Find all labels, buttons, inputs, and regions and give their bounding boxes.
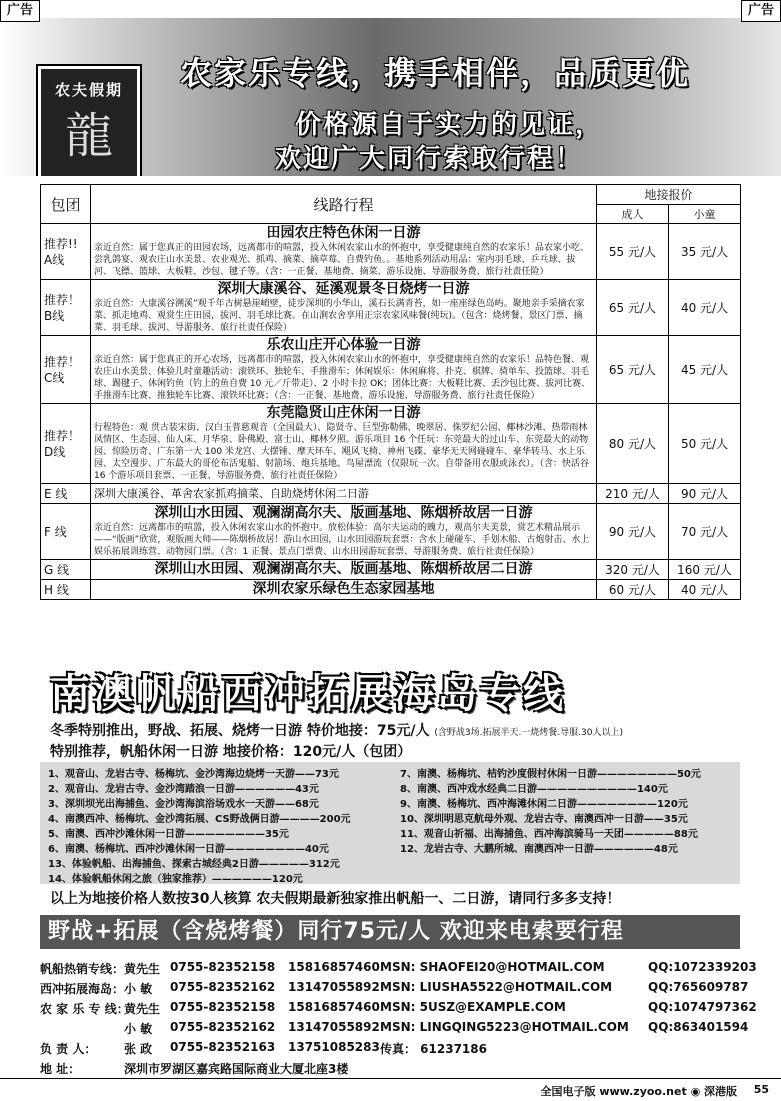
route-title: 深圳山水田园、观澜湖高尔夫、版画基地、陈烟桥故居一日游 (154, 505, 533, 521)
contact-qq: QQ:1074797362 (648, 1000, 757, 1014)
footer-site: 全国电子版 www.zyoo.net ◉ 深港版 (540, 1085, 737, 1098)
tour-item: 1、观音山、龙岩古寺、杨梅坑、金沙湾海边烧烤一天游——73元 (48, 769, 339, 780)
contact-qq: QQ:765609787 (648, 980, 749, 994)
section-title: 南澳帆船西冲拓展海岛专线 (50, 671, 566, 717)
contact-qq: QQ:1072339203 (648, 960, 757, 974)
header-group: 包团 (41, 185, 91, 224)
route-row (41, 504, 741, 560)
route-title: 田园农庄特色休闲一日游 (266, 225, 421, 241)
contact-name: 小 敏 (124, 1022, 153, 1036)
contact-mobile: 13147055892 (288, 980, 380, 994)
route-title: 深圳农家乐绿色生态家园基地 (252, 581, 435, 597)
route-desc: 亲近自然：属于您真正的开心农场，远离都市的喧嚣，投入休闲农家山水的怀抱中，享受健康纯自然的农家乐！品特色餐、观农庄山水美景、体验儿时童趣活动：滚铁环、独轮车、手推滑车；休闲娱乐：休闲麻将、扑克、棋牌、骑单车、投篮球、羽毛球、踢毽子、休闲钓鱼（钓上的鱼自费 10 元／斤带走）、2 小时卡拉 OK；团体比赛：大板鞋比赛、丢沙包比赛、拔河比赛、手推滑车比赛、推独轮车比赛、滚铁环比赛；（含：一正餐、基地费、游乐设施、导游服务费、旅行社责任保险） (94, 355, 591, 401)
price-child: 40 元/人 (669, 280, 741, 336)
tour-item: 2、观音山、龙岩古寺、金沙湾踏浪一日游——————43元 (48, 784, 319, 795)
tour-item: 14、体验帆船休闲之旅（独家推荐）——————120元 (48, 874, 303, 885)
route-row (41, 404, 741, 484)
route-code: 推荐!! A线 (41, 224, 91, 280)
contact-mobile: 13147055892 (288, 1020, 380, 1034)
contact-label: 帆船热销专线： (40, 962, 125, 976)
price-adult: 60 元/人 (597, 580, 669, 600)
tour-item: 3、深圳坝光出海捕鱼、金沙湾海滨浴场戏水一天游——68元 (48, 799, 319, 810)
routes-body (41, 224, 741, 600)
ad-label-left: 广告 (0, 0, 40, 22)
banner-subtitle-2: 欢迎广大同行索取行程！ (275, 144, 584, 174)
route-title: 东莞隐贤山庄休闲一日游 (266, 405, 421, 421)
tour-item: 12、龙岩古寺、大鹏所城、南澳西冲一日游——————48元 (400, 844, 678, 855)
promo-bar: 野战+拓展（含烧烤餐）同行75元/人 欢迎来电索要行程 (40, 915, 740, 949)
price-adult: 65 元/人 (597, 280, 669, 336)
brand-logo (38, 66, 140, 176)
route-code: 推荐！ B线 (41, 280, 91, 336)
route-row (41, 280, 741, 336)
route-title: 深圳山水田园、观澜湖高尔夫、版画基地、陈烟桥故居二日游 (154, 561, 533, 577)
route-detail (91, 280, 597, 336)
route-code: E 线 (41, 484, 91, 504)
contact-label: 西冲拓展海岛： (40, 982, 125, 996)
contact-name: 黄先生 (124, 962, 161, 976)
tour-item: 11、观音山祈福、出海捕鱼、西冲海滨骑马一天团—————88元 (400, 829, 698, 840)
contact-name: 深圳市罗湖区嘉宾路国际商业大厦北座3楼 (124, 1062, 349, 1076)
price-adult: 90 元/人 (597, 504, 669, 560)
header-child: 小童 (669, 205, 741, 224)
offer-line-2: 特别推荐，帆船休闲一日游 地接价格：120元/人（包团） (50, 744, 412, 760)
contact-name: 张 政 (124, 1042, 153, 1056)
header-route: 线路行程 (91, 185, 597, 224)
price-adult: 55 元/人 (597, 224, 669, 280)
contact-msn: MSN: LINGQING5223@HOTMAIL.COM (380, 1020, 629, 1034)
route-title: 乐农山庄开心体验一日游 (266, 337, 421, 353)
price-child: 90 元/人 (669, 484, 741, 504)
tour-item: 8、南澳、西冲戏水经典二日游——————————140元 (400, 784, 668, 795)
page-number: 55 (753, 1083, 769, 1096)
route-code: G 线 (41, 560, 91, 580)
route-detail (91, 224, 597, 280)
route-row (41, 560, 741, 580)
route-detail (91, 484, 597, 504)
price-child: 35 元/人 (669, 224, 741, 280)
tour-item: 9、南澳、杨梅坑、西冲海滩休闲二日游————————120元 (400, 799, 688, 810)
route-detail (91, 560, 597, 580)
tour-item: 6、南澳、杨梅坑、西冲沙滩休闲一日游————————40元 (48, 844, 329, 855)
offer-line-1: 冬季特别推出，野战、拓展、烧烤一日游 特价地接：75元/人 (含野战3场.拓展半天.一烧烤餐.导服.30人以上) (50, 723, 623, 739)
route-code: F 线 (41, 504, 91, 560)
routes-table (40, 184, 741, 600)
price-child: 50 元/人 (669, 404, 741, 484)
tour-item: 4、南澳西冲、杨梅坑、金沙湾拓展、CS野战俩日游————200元 (48, 814, 351, 825)
tour-item: 5、南澳、西冲沙滩休闲一日游————————35元 (48, 829, 289, 840)
contact-name: 黄先生 (124, 1002, 161, 1016)
contact-label: 地 址： (40, 1062, 81, 1076)
page-footer (0, 1078, 781, 1101)
contact-tel: 0755-82352162 (170, 980, 276, 994)
tour-item: 7、南澳、杨梅坑、桔钓沙度假村休闲一日游————————50元 (400, 769, 701, 780)
price-adult: 80 元/人 (597, 404, 669, 484)
contact-mobile: 15816857460 (288, 1000, 380, 1014)
route-detail (91, 336, 597, 404)
contact-mobile: 13751085283 (288, 1040, 380, 1054)
summary-text: 以上为地接价格人数按30人核算 农夫假期最新独家推出帆船一、二日游，请同行多多支持！ (50, 891, 621, 907)
tour-item: 10、深圳明思克航母外观、龙岩古寺、南澳西冲一日游——35元 (400, 814, 688, 825)
contact-msn: MSN: 5USZ@EXAMPLE.COM (380, 1000, 566, 1014)
logo-text: 农夫假期 (54, 81, 123, 99)
route-row (41, 336, 741, 404)
contact-msn: MSN: SHAOFEI20@HOTMAIL.COM (380, 960, 605, 974)
route-code: H 线 (41, 580, 91, 600)
ad-label-right: 广告 (741, 0, 781, 22)
route-row (41, 484, 741, 504)
route-desc: 亲近自然：属于您真正的田园农场，远离都市的喧嚣，投入休闲农家山水的怀抱中，享受健康纯自然的农家乐！品农家小吃、尝乳鸽宴、观农庄山水美景、农业观光、抓鸡、摘菜、摘草莓、自费钓鱼。。基地系列活动用品：室内羽毛球、乒乓球、拔河、飞镖、篮球、大板鞋、沙包、毽子等。（含：一正餐、基地费、摘菜、游乐设施、导游服务费、旅行社责任险） (94, 243, 590, 277)
contact-msn: 传真： 61237186 (380, 1042, 487, 1056)
price-child: 70 元/人 (669, 504, 741, 560)
contact-tel: 0755-82352158 (170, 960, 276, 974)
header-adult: 成人 (597, 205, 669, 224)
contact-label: 农 家 乐 专 线： (40, 1002, 129, 1016)
route-desc: 深圳大康溪谷、革舍农家抓鸡摘菜、自助烧烤休闲二日游 (94, 486, 369, 500)
contact-tel: 0755-82352158 (170, 1000, 276, 1014)
banner-title: 农家乐专线，携手相伴，品质更优 (180, 54, 691, 92)
price-child: 40 元/人 (669, 580, 741, 600)
tour-item: 13、体验帆船、出海捕鱼、探索古城经典2日游—————312元 (48, 859, 340, 870)
price-adult: 320 元/人 (597, 560, 669, 580)
header-price: 地接报价 (597, 185, 741, 205)
route-detail (91, 580, 597, 600)
route-code: 推荐！ D线 (41, 404, 91, 484)
contact-tel: 0755-82352162 (170, 1020, 276, 1034)
route-desc: 行程特色：观 贯古装宋街、汉白玉普慈观音（全国最大）、隐贤寺、巨型弥勒佛、晚翠居、侏罗纪公园、椰林沙滩、热带雨林风情区、生态园、仙人床、月华泉、卧佛殿、富士山、椰林夕照。游乐项目 16 个任玩：东莞最大的过山车、东莞最大的动物园、惊险历奇、广东第一大 100 米龙宫、大摆锤、摩天环车、飓风飞椅、神州飞碟、豪华无天网碰碰车、豪华转马、水上乐园、太空漫步、广东最大的哥伦布活鬼船、射箭场、炮兵基地、鸟屋漂流（仅限玩一次。自带备用衣服或泳衣）。（含：快活谷 16 个游乐项目套票、一正餐、导游服务费、旅行社责任保险） (94, 423, 590, 481)
banner-subtitle-1: 价格源自于实力的见证， (295, 110, 604, 140)
contact-msn: MSN: LIUSHA5522@HOTMAIL.COM (380, 980, 613, 994)
price-child: 45 元/人 (669, 336, 741, 404)
price-child: 160 元/人 (669, 560, 741, 580)
contact-name: 小 敏 (124, 982, 153, 996)
route-desc: 亲近自然：大康溪谷溯溪”观千年古树悬崖峭壁，徒步深圳的小华山，溪石长满青苔，如一座座绿色岛屿。聚地亲手采摘农家菜、抓走地鸡、观赏生庄田园，拔河、羽毛球比赛。在山涧农舍享用正宗农家风味餐(纯玩)。（包含：烧烤餐、景区门票、摘菜、羽毛球、拔河、导游服务、旅行社责任保险） (94, 299, 585, 333)
contact-label: 负 责 人： (40, 1042, 97, 1056)
route-row (41, 580, 741, 600)
header-banner (0, 18, 781, 176)
price-adult: 210 元/人 (597, 484, 669, 504)
route-detail (91, 404, 597, 484)
contact-mobile: 15816857460 (288, 960, 380, 974)
route-desc: 亲近自然：远离都市的喧嚣，投入休闲农家山水的怀抱中。放松体验：高尔夫运动的魄力，观高尔夫美景，赏艺术精品展示——“版画”欣赏，观版画大师——陈烟桥故居！游山水田园，山水田园游玩套票：含水上碰碰车、手划木船、古炮射击、水上娱乐拓展训练营、动物园门票。（含：1 正餐、景点门票费、山水田园游玩套票、导游服务费、旅行社责任保险） (94, 523, 590, 557)
route-title: 深圳大康溪谷、延溪观景冬日烧烤一日游 (217, 281, 470, 297)
contact-tel: 0755-82352163 (170, 1040, 276, 1054)
route-detail (91, 504, 597, 560)
contact-qq: QQ:863401594 (648, 1020, 749, 1034)
banner-subtitle (275, 108, 604, 176)
dragon-icon: 龍 (64, 108, 113, 164)
price-adult: 65 元/人 (597, 336, 669, 404)
route-row (41, 224, 741, 280)
route-code: 推荐！ C线 (41, 336, 91, 404)
tour-list (40, 762, 740, 884)
